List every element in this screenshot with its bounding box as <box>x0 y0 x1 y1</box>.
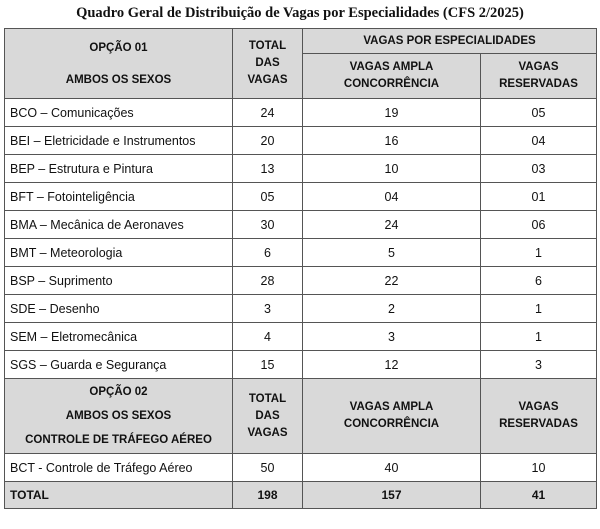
specialty-total: 15 <box>233 351 303 379</box>
table-row <box>5 155 597 183</box>
specialty-reservadas: 03 <box>481 155 597 183</box>
specialty-reservadas: 04 <box>481 127 597 155</box>
table-row <box>5 127 597 155</box>
totals-ampla: 157 <box>303 482 481 509</box>
specialty-total: 20 <box>233 127 303 155</box>
document-title: Quadro Geral de Distribuição de Vagas por Especialidades (CFS 2/2025) <box>76 5 524 21</box>
option2-total-header: TOTAL DAS VAGAS <box>233 379 303 454</box>
table-row <box>5 239 597 267</box>
option1-label: OPÇÃO 01 AMBOS OS SEXOS <box>5 29 233 99</box>
option1-ampla-header: VAGAS AMPLA CONCORRÊNCIA <box>303 54 481 99</box>
specialty-ampla: 40 <box>303 454 481 482</box>
specialty-reservadas: 05 <box>481 99 597 127</box>
specialty-name: BCT - Controle de Tráfego Aéreo <box>5 454 233 482</box>
specialty-name: BMT – Meteorologia <box>5 239 233 267</box>
table-row <box>5 323 597 351</box>
totals-label: TOTAL <box>5 482 233 509</box>
specialty-total: 30 <box>233 211 303 239</box>
table-row <box>5 183 597 211</box>
specialty-total: 05 <box>233 183 303 211</box>
table-row <box>5 99 597 127</box>
totals-total: 198 <box>233 482 303 509</box>
specialty-name: BFT – Fotointeligência <box>5 183 233 211</box>
specialty-total: 4 <box>233 323 303 351</box>
table-row <box>5 454 597 482</box>
table-row <box>5 211 597 239</box>
specialty-total: 6 <box>233 239 303 267</box>
table-row <box>5 351 597 379</box>
specialty-ampla: 19 <box>303 99 481 127</box>
specialty-total: 24 <box>233 99 303 127</box>
specialty-total: 13 <box>233 155 303 183</box>
specialty-name: BCO – Comunicações <box>5 99 233 127</box>
option1-header-row <box>5 29 597 54</box>
table-row <box>5 295 597 323</box>
specialty-reservadas: 1 <box>481 239 597 267</box>
specialty-name: BSP – Suprimento <box>5 267 233 295</box>
specialty-name: BEP – Estrutura e Pintura <box>5 155 233 183</box>
specialty-ampla: 2 <box>303 295 481 323</box>
option2-header-row <box>5 379 597 454</box>
specialty-reservadas: 10 <box>481 454 597 482</box>
specialties-group-header: VAGAS POR ESPECIALIDADES <box>303 29 597 54</box>
specialty-ampla: 16 <box>303 127 481 155</box>
specialty-name: SGS – Guarda e Segurança <box>5 351 233 379</box>
vacancies-table <box>4 28 597 509</box>
specialty-name: SEM – Eletromecânica <box>5 323 233 351</box>
specialty-total: 28 <box>233 267 303 295</box>
totals-row <box>5 482 597 509</box>
option2-ampla-header: VAGAS AMPLA CONCORRÊNCIA <box>303 379 481 454</box>
specialty-reservadas: 3 <box>481 351 597 379</box>
specialty-ampla: 3 <box>303 323 481 351</box>
option1-total-header: TOTAL DAS VAGAS <box>233 29 303 99</box>
specialty-ampla: 12 <box>303 351 481 379</box>
specialty-ampla: 5 <box>303 239 481 267</box>
specialty-total: 3 <box>233 295 303 323</box>
specialty-reservadas: 1 <box>481 295 597 323</box>
specialty-reservadas: 01 <box>481 183 597 211</box>
specialty-name: SDE – Desenho <box>5 295 233 323</box>
specialty-reservadas: 6 <box>481 267 597 295</box>
totals-reservadas: 41 <box>481 482 597 509</box>
option2-reservadas-header: VAGAS RESERVADAS <box>481 379 597 454</box>
specialty-name: BMA – Mecânica de Aeronaves <box>5 211 233 239</box>
option2-label: OPÇÃO 02 AMBOS OS SEXOS CONTROLE DE TRÁFEGO AÉREO <box>5 379 233 454</box>
specialty-ampla: 10 <box>303 155 481 183</box>
specialty-reservadas: 06 <box>481 211 597 239</box>
option1-reservadas-header: VAGAS RESERVADAS <box>481 54 597 99</box>
specialty-ampla: 04 <box>303 183 481 211</box>
table-row <box>5 267 597 295</box>
specialty-total: 50 <box>233 454 303 482</box>
specialty-name: BEI – Eletricidade e Instrumentos <box>5 127 233 155</box>
specialty-ampla: 22 <box>303 267 481 295</box>
specialty-ampla: 24 <box>303 211 481 239</box>
specialty-reservadas: 1 <box>481 323 597 351</box>
